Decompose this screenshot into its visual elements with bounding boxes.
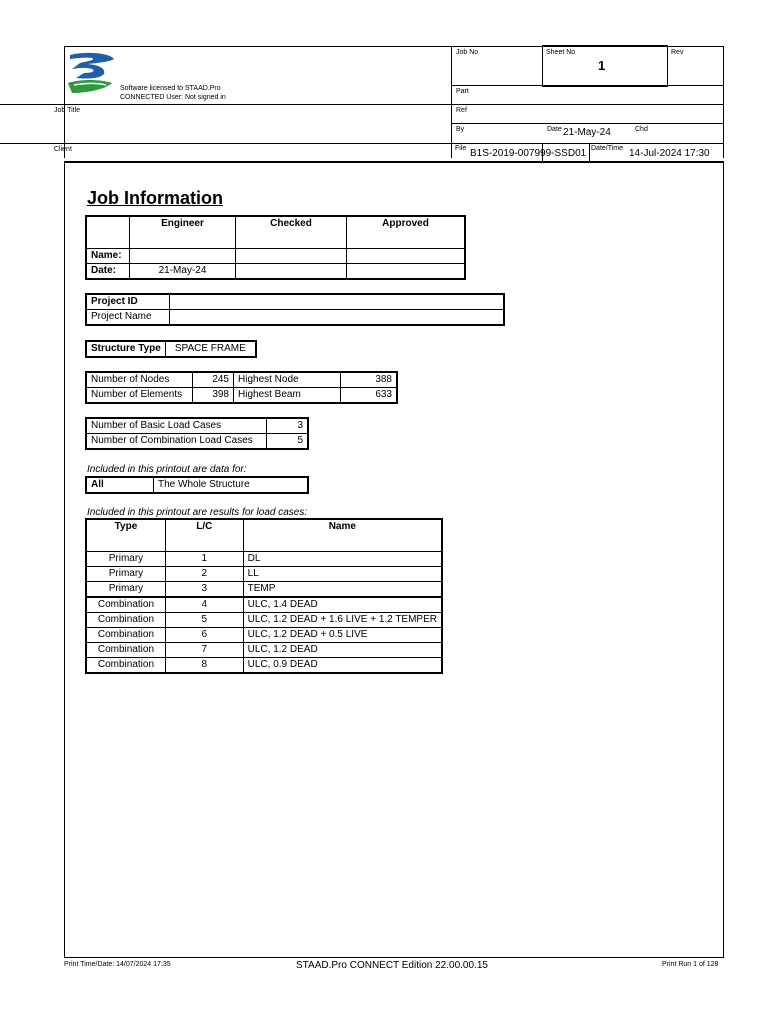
included-results-note: Included in this printout are results for load cases: bbox=[87, 507, 308, 518]
basic-lc-label: Number of Basic Load Cases bbox=[87, 419, 267, 434]
lc-type: Combination bbox=[87, 643, 166, 658]
lc-type: Primary bbox=[87, 582, 166, 598]
lc-type: Combination bbox=[87, 628, 166, 643]
datetime-value: 14-Jul-2024 17:30 bbox=[629, 148, 710, 159]
date-label: Date bbox=[547, 126, 562, 133]
rev-label: Rev bbox=[671, 49, 684, 56]
lc-number: 7 bbox=[165, 643, 243, 658]
structure-type-label: Structure Type bbox=[87, 342, 166, 357]
lc-name: LL bbox=[243, 567, 441, 582]
sheet-no-label: Sheet No bbox=[546, 49, 576, 56]
file-value: B1S-2019-007999-SSD01 bbox=[470, 148, 587, 159]
lc-name: DL bbox=[243, 552, 441, 567]
table-row bbox=[87, 552, 442, 567]
counts-table bbox=[86, 372, 397, 403]
load-case-count-table bbox=[86, 418, 308, 449]
included-data-note: Included in this printout are data for: bbox=[87, 464, 247, 475]
by-label: By bbox=[456, 126, 465, 133]
job-no-label: Job No bbox=[456, 49, 479, 56]
included-data-table bbox=[86, 477, 308, 493]
part-label: Part bbox=[456, 88, 469, 95]
highest-beam-label: Highest Beam bbox=[234, 388, 341, 403]
elements-value: 398 bbox=[193, 388, 234, 403]
table-row bbox=[87, 582, 442, 598]
lc-type: Primary bbox=[87, 552, 166, 567]
nodes-value: 245 bbox=[193, 373, 234, 388]
load-cases-table bbox=[86, 519, 442, 673]
lc-number: 6 bbox=[165, 628, 243, 643]
lc-number: 1 bbox=[165, 552, 243, 567]
comb-lc-label: Number of Combination Load Cases bbox=[87, 434, 267, 449]
lc-col-lc: L/C bbox=[165, 520, 243, 552]
lc-type: Combination bbox=[87, 597, 166, 613]
lc-number: 3 bbox=[165, 582, 243, 598]
nodes-label: Number of Nodes bbox=[87, 373, 193, 388]
lc-type: Combination bbox=[87, 613, 166, 628]
lc-name: ULC, 1.2 DEAD + 1.6 LIVE + 1.2 TEMPER bbox=[243, 613, 441, 628]
lc-number: 5 bbox=[165, 613, 243, 628]
sheet-no-value: 1 bbox=[598, 58, 606, 73]
lc-number: 2 bbox=[165, 567, 243, 582]
license-line-1: Software licensed to STAAD.Pro bbox=[120, 85, 221, 92]
col-checked: Checked bbox=[236, 217, 347, 249]
lc-col-type: Type bbox=[87, 520, 166, 552]
table-row bbox=[87, 628, 442, 643]
lc-name: TEMP bbox=[243, 582, 441, 598]
comb-lc-value: 5 bbox=[267, 434, 308, 449]
row-name-label: Name: bbox=[87, 249, 130, 264]
print-run: Print Run 1 of 128 bbox=[662, 961, 719, 968]
lc-number: 4 bbox=[165, 597, 243, 613]
approval-table bbox=[86, 216, 465, 279]
table-row bbox=[87, 613, 442, 628]
table-row bbox=[87, 567, 442, 582]
lc-type: Primary bbox=[87, 567, 166, 582]
table-row bbox=[87, 658, 442, 673]
elements-label: Number of Elements bbox=[87, 388, 193, 403]
date-value: 21-May-24 bbox=[563, 127, 611, 138]
file-label: File bbox=[455, 145, 467, 152]
engineer-date: 21-May-24 bbox=[130, 264, 236, 279]
all-label: All bbox=[87, 478, 154, 493]
project-id-label: Project ID bbox=[87, 295, 170, 310]
all-value: The Whole Structure bbox=[154, 478, 308, 493]
project-name-label: Project Name bbox=[87, 310, 170, 325]
project-table bbox=[86, 294, 504, 325]
col-engineer: Engineer bbox=[130, 217, 236, 249]
highest-beam-value: 633 bbox=[341, 388, 397, 403]
datetime-label: Date/Time bbox=[591, 145, 624, 152]
lc-name: ULC, 0.9 DEAD bbox=[243, 658, 441, 673]
staad-logo-icon bbox=[66, 49, 118, 99]
job-title-label: Job Title bbox=[54, 107, 81, 114]
table-row bbox=[87, 643, 442, 658]
lc-type: Combination bbox=[87, 658, 166, 673]
table-row bbox=[87, 597, 442, 613]
client-label: Client bbox=[54, 146, 72, 153]
page-title: Job Information bbox=[87, 188, 223, 208]
basic-lc-value: 3 bbox=[267, 419, 308, 434]
edition-label: STAAD.Pro CONNECT Edition 22.00.00.15 bbox=[296, 960, 488, 971]
lc-col-name: Name bbox=[243, 520, 441, 552]
structure-type-table bbox=[86, 341, 256, 357]
lc-name: ULC, 1.4 DEAD bbox=[243, 597, 441, 613]
print-time: Print Time/Date: 14/07/2024 17:35 bbox=[64, 961, 171, 968]
chd-label: Chd bbox=[635, 126, 648, 133]
lc-name: ULC, 1.2 DEAD bbox=[243, 643, 441, 658]
highest-node-value: 388 bbox=[341, 373, 397, 388]
row-date-label: Date: bbox=[87, 264, 130, 279]
ref-label: Ref bbox=[456, 107, 467, 114]
highest-node-label: Highest Node bbox=[234, 373, 341, 388]
lc-name: ULC, 1.2 DEAD + 0.5 LIVE bbox=[243, 628, 441, 643]
structure-type-value: SPACE FRAME bbox=[165, 342, 255, 357]
license-line-2: CONNECTED User: Not signed in bbox=[120, 94, 226, 101]
lc-number: 8 bbox=[165, 658, 243, 673]
col-approved: Approved bbox=[347, 217, 465, 249]
